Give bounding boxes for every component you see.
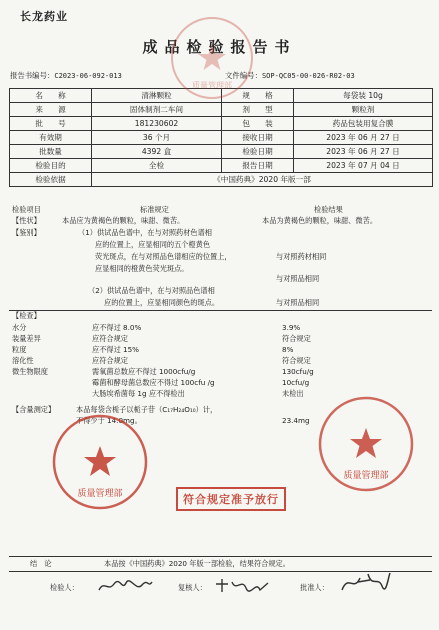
file-number-value: SOP-QC05-00-026-R02-03	[261, 72, 355, 80]
receive-value: 2023 年 06 月 27 日	[294, 131, 433, 145]
batch-label: 批 号	[10, 117, 92, 131]
conclusion-label: 结 论	[30, 559, 52, 568]
quantity-label: 批数量	[10, 145, 92, 159]
package-label: 包 装	[222, 117, 294, 131]
report-number-label: 报告书编号：	[10, 71, 55, 80]
quality-stamp-top	[168, 14, 256, 102]
test-date-label: 检验日期	[222, 145, 294, 159]
aerobic-standard: 需氧菌总数应不得过 1000cfu/g	[92, 367, 196, 376]
section-divider	[9, 556, 432, 557]
aerobic-result: 130cfu/g	[282, 367, 314, 376]
name-value: 清淋颗粒	[92, 89, 222, 103]
validity-label: 有效期	[10, 131, 92, 145]
quality-stamp-left	[50, 412, 150, 512]
report-number	[10, 70, 122, 81]
info-row	[10, 131, 433, 145]
solubility-standard: 应符合规定	[92, 356, 128, 365]
info-table	[9, 88, 433, 187]
loading-standard: 应符合规定	[92, 334, 128, 343]
assay-result: 23.4mg	[282, 416, 310, 425]
granularity-result: 8%	[282, 345, 294, 354]
info-row	[10, 117, 433, 131]
identification-result: 与对照品相同	[276, 274, 320, 283]
info-row	[10, 145, 433, 159]
info-row	[10, 103, 433, 117]
identification-label: 【鉴别】	[12, 228, 41, 237]
approver-label: 批准人：	[300, 583, 329, 592]
report-title: 成品检验报告书	[142, 38, 297, 56]
file-number-label: 文件编号：	[225, 71, 262, 80]
granularity-standard: 应不得过 15%	[92, 345, 140, 354]
reviewer-signature	[214, 576, 270, 600]
identification-line: 荧光斑点，在与对照品色谱相应的位置上，	[95, 252, 232, 261]
form-label: 剂 型	[222, 103, 294, 117]
identification-line: （1）供试品色谱中，在与对照药材色谱相	[78, 228, 212, 237]
assay-standard-line: 本品每袋含栀子以栀子苷（C₁₇H₂₄O₁₀）计，	[76, 405, 218, 414]
stamp-text: 质量管理部	[77, 489, 123, 499]
reviewer-label: 复核人：	[178, 583, 207, 592]
report-date-label: 报告日期	[222, 159, 294, 173]
spec-value: 每袋装 10g	[294, 89, 433, 103]
approver-signature	[338, 570, 392, 600]
tester-label: 检验人：	[50, 583, 79, 592]
assay-label: 【含量测定】	[12, 405, 56, 414]
quantity-value: 4392 盒	[92, 145, 222, 159]
report-number-value: C2023-06-092-013	[54, 72, 122, 80]
moisture-standard: 应不得过 8.0%	[92, 323, 142, 332]
test-date-value: 2023 年 06 月 27 日	[294, 145, 433, 159]
identification-line: 应的位置上，应显相同的五个橙黄色	[95, 240, 211, 249]
moisture-label: 水分	[12, 323, 27, 332]
validity-value: 36 个月	[92, 131, 222, 145]
character-standard: 本品应为黄褐色的颗粒，味甜、微苦。	[62, 216, 185, 225]
character-result: 本品为黄褐色的颗粒，味甜、微苦。	[262, 216, 378, 225]
identification-line: 应的位置上，应显相同颜色的斑点。	[104, 298, 220, 307]
release-stamp: 符合规定准予放行	[176, 487, 286, 511]
info-row	[10, 159, 433, 173]
batch-value: 181230602	[92, 117, 222, 131]
loading-result: 符合规定	[282, 334, 311, 343]
moisture-result: 3.9%	[282, 323, 301, 332]
character-label: 【性状】	[12, 216, 41, 225]
identification-result: 与对照药材相同	[276, 252, 327, 261]
results-header-result: 检验结果	[314, 205, 343, 214]
report-date-value: 2023 年 07 月 04 日	[294, 159, 433, 173]
ecoli-standard: 大肠埃希菌每 1g 应不得检出	[92, 389, 185, 398]
company-name: 长龙药业	[20, 10, 68, 23]
loading-label: 装量差异	[12, 334, 41, 343]
basis-value: 《中国药典》2020 年版一部	[92, 173, 433, 187]
solubility-label: 溶化性	[12, 356, 34, 365]
basis-label: 检验依据	[10, 173, 92, 187]
source-value: 固体制剂二车间	[92, 103, 222, 117]
granularity-label: 粒度	[12, 345, 27, 354]
conclusion-text: 本品按《中国药典》2020 年版一部检验，结果符合规定。	[104, 559, 290, 568]
mold-result: 10cfu/g	[282, 378, 310, 387]
tester-signature	[96, 576, 154, 600]
identification-line: 应显相同的橙黄色荧光斑点。	[95, 264, 189, 273]
identification-line: （2）供试品色谱中，在与对照品色谱相	[88, 286, 215, 295]
assay-standard-line: 不得少于 14.0mg。	[76, 416, 142, 425]
stamp-text: 质量管理部	[343, 471, 389, 481]
purpose-label: 检验目的	[10, 159, 92, 173]
form-value: 颗粒剂	[294, 103, 433, 117]
ecoli-result: 未检出	[282, 389, 304, 398]
mold-standard: 霉菌和酵母菌总数应不得过 100cfu /g	[92, 378, 215, 387]
section-divider	[9, 310, 432, 311]
receive-label: 接收日期	[222, 131, 294, 145]
solubility-result: 符合规定	[282, 356, 311, 365]
source-label: 来 源	[10, 103, 92, 117]
results-header-item: 检验项目	[12, 205, 41, 214]
spec-label: 规 格	[222, 89, 294, 103]
results-header-standard: 标准规定	[140, 205, 169, 214]
purpose-value: 全检	[92, 159, 222, 173]
package-value: 药品包装用复合膜	[294, 117, 433, 131]
micro-label: 微生物限度	[12, 367, 48, 376]
checks-label: 【检查】	[12, 311, 41, 320]
quality-stamp-right	[316, 394, 416, 494]
identification-result: 与对照品相同	[276, 298, 320, 307]
info-row	[10, 173, 433, 187]
name-label: 名 称	[10, 89, 92, 103]
stamp-text: 质量管理部	[192, 81, 232, 90]
